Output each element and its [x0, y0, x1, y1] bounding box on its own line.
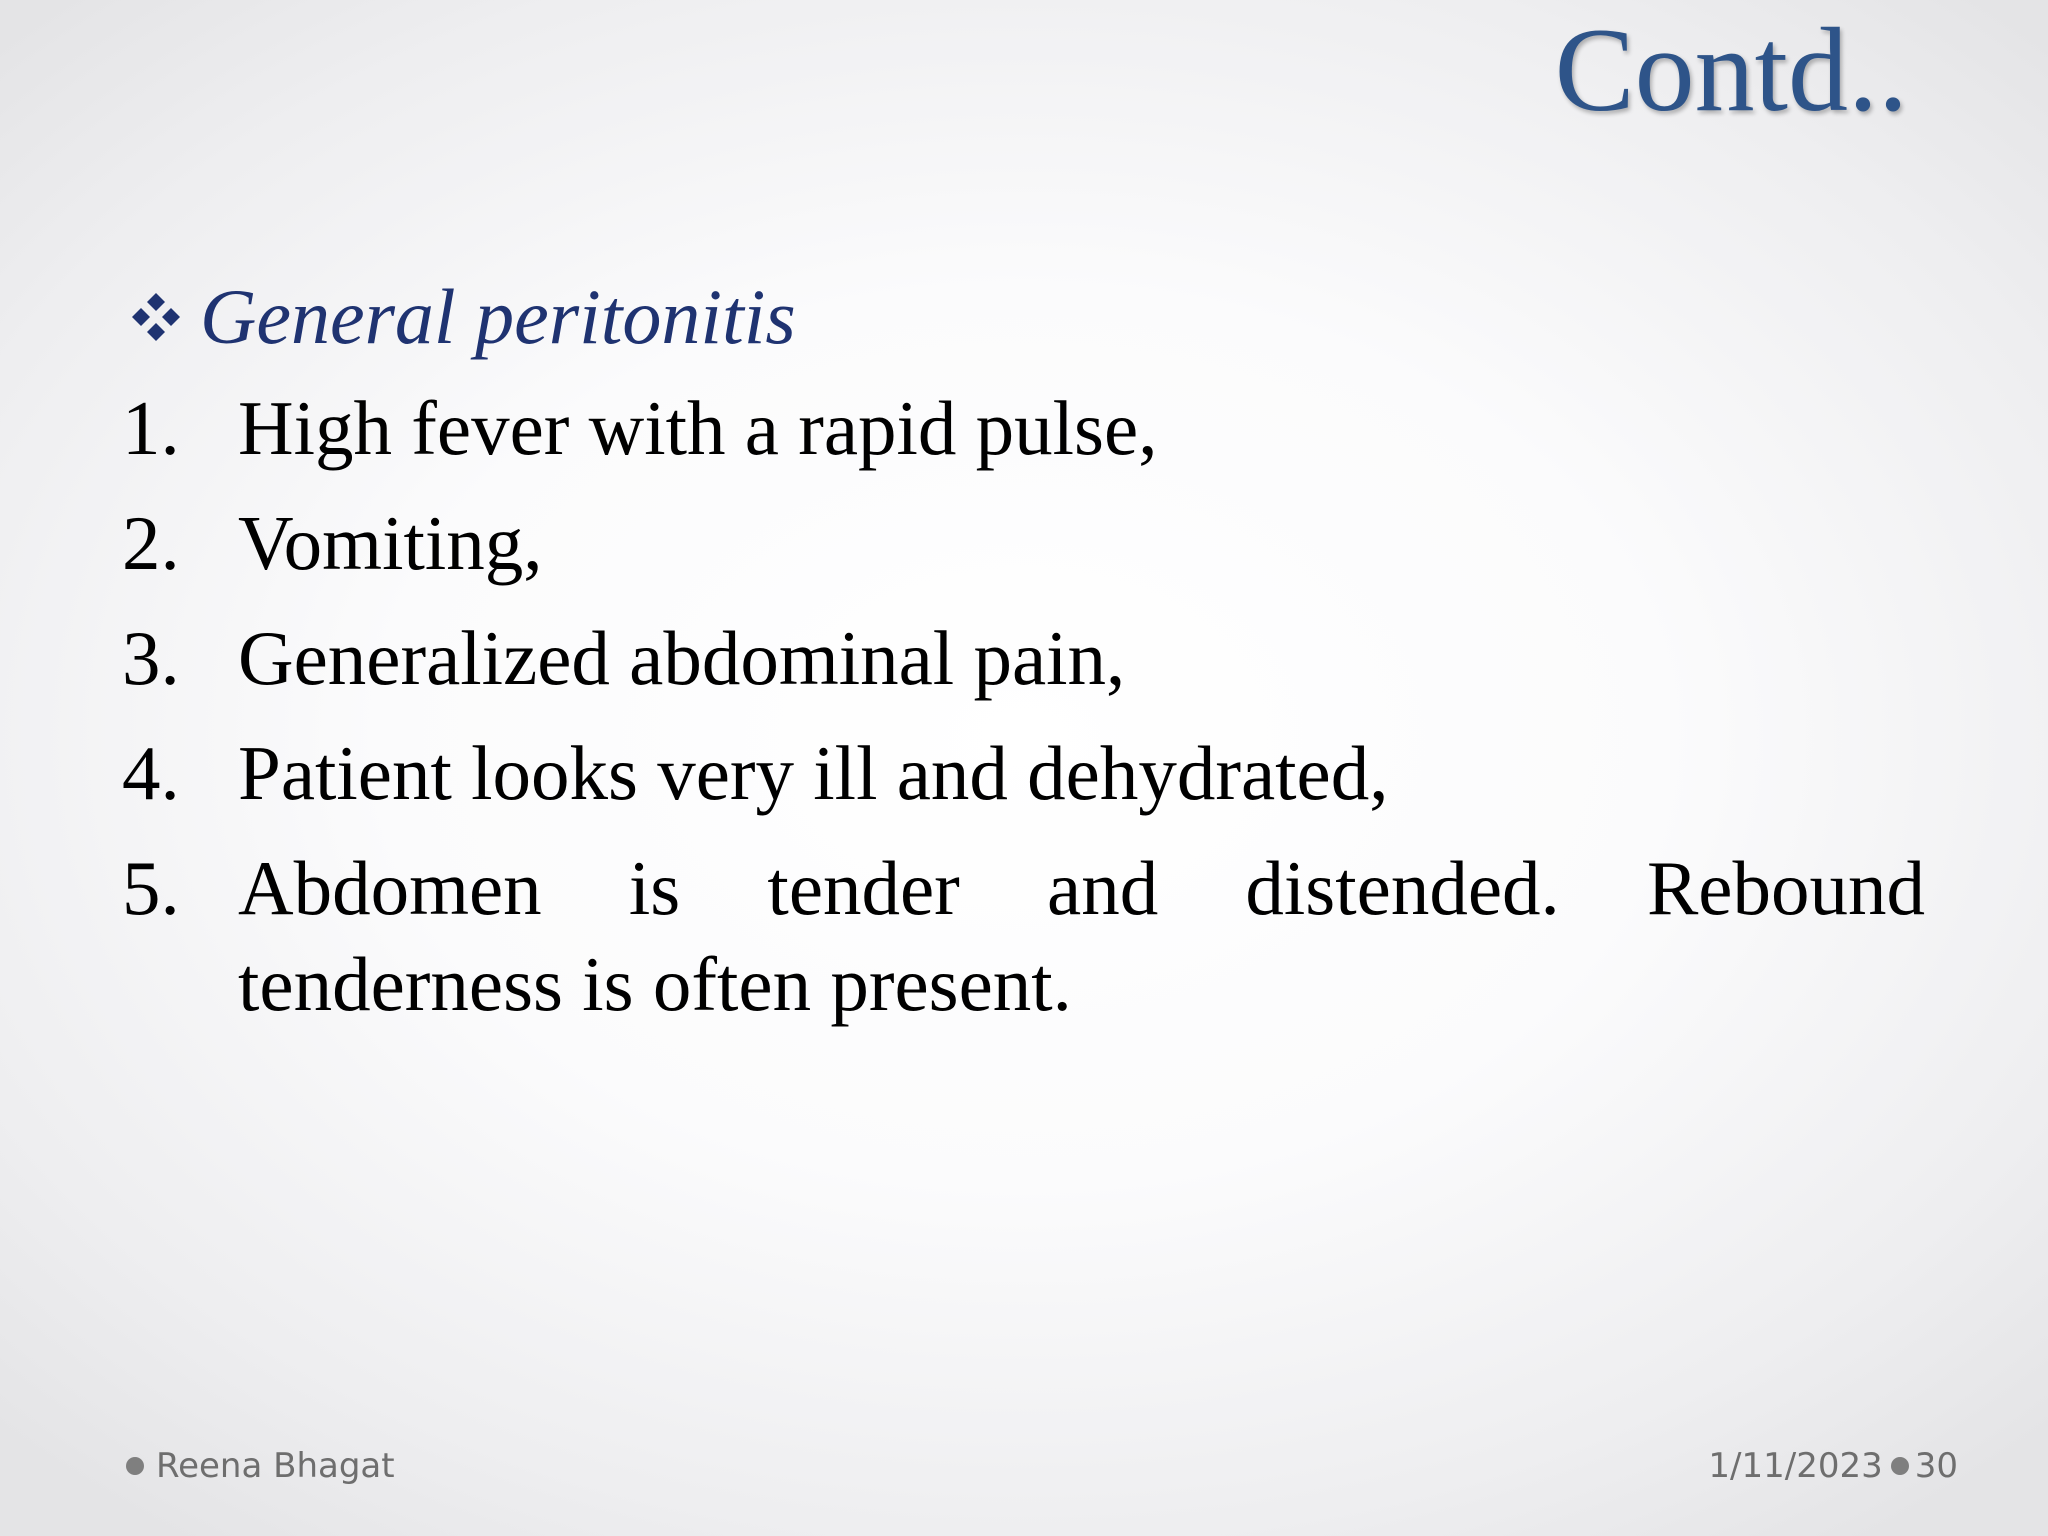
- bullet-dot-icon: [126, 1457, 144, 1475]
- author-name: Reena Bhagat: [156, 1446, 395, 1486]
- four-diamond-bullet-icon: [126, 287, 186, 347]
- slide-number: 30: [1914, 1446, 1958, 1486]
- slide-date: 1/11/2023: [1708, 1446, 1883, 1486]
- list-item: [122, 495, 1925, 591]
- item-text: Generalized abdominal pain,: [238, 615, 1126, 701]
- item-text: Patient looks very ill and dehydrated,: [238, 730, 1389, 816]
- item-number: 3.: [122, 615, 180, 701]
- subheading: [126, 272, 796, 362]
- list-item: [122, 380, 1925, 476]
- item-number: 1.: [122, 385, 180, 471]
- footer-meta: [1708, 1442, 1958, 1490]
- item-text: Vomiting,: [238, 500, 543, 586]
- item-number: 4.: [122, 730, 180, 816]
- list-item: [122, 725, 1925, 821]
- subheading-text: General peritonitis: [200, 273, 796, 360]
- bullet-dot-icon: [1891, 1457, 1909, 1475]
- list-item: [122, 840, 1925, 1032]
- item-number: 2.: [122, 500, 180, 586]
- item-text: High fever with a rapid pulse,: [238, 385, 1158, 471]
- item-text: Abdomen is tender and distended. Rebound tenderness is often present.: [238, 845, 1925, 1027]
- item-number: 5.: [122, 845, 180, 931]
- footer-author: [126, 1442, 395, 1490]
- symptom-list: [122, 380, 1925, 1051]
- list-item: [122, 610, 1925, 706]
- slide-title: Contd..: [1554, 3, 1908, 136]
